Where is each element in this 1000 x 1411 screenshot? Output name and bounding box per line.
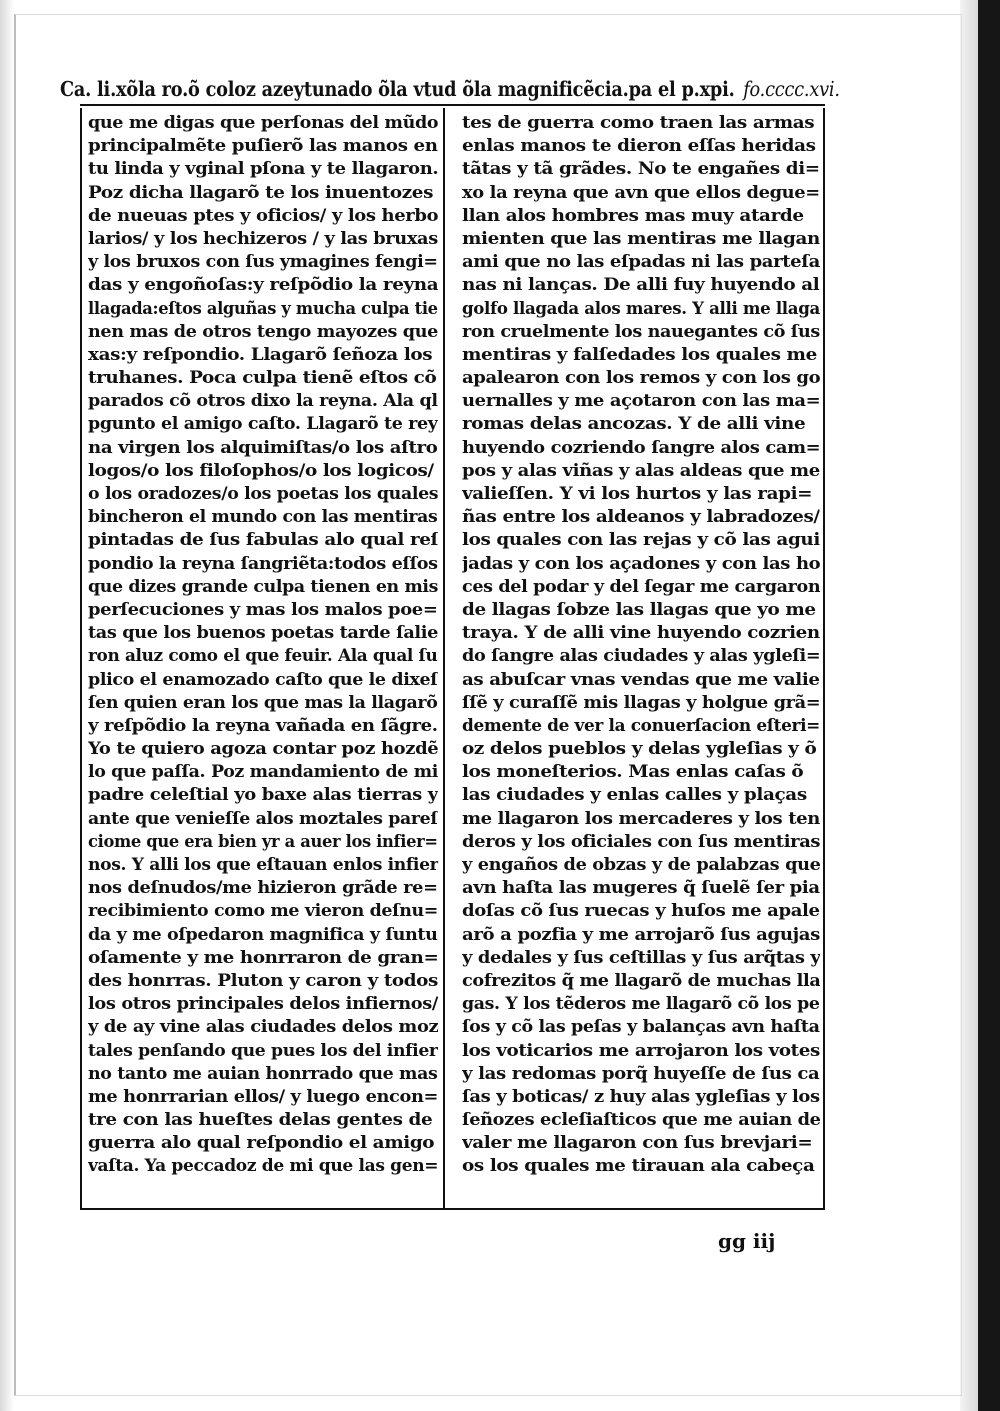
running-head (60, 72, 840, 106)
left-column-line: Yo te quiero agoza contar poz hozdẽ (88, 739, 438, 760)
right-column-line: los quales con las rejas y cõ las agui (462, 530, 820, 551)
left-column-line: tales penſando que pues los del infier (88, 1040, 438, 1061)
right-column-line: arõ a pozfia y me arrojarõ ſus agujas (462, 924, 820, 945)
right-column-line: y dedales y ſus ceſtillas y ſus arq̃tas y (462, 947, 821, 968)
left-column-line: xas:y reſpondio. Llagarõ ſeñoza los (88, 344, 433, 365)
right-column-line: romas delas ancozas. Y de alli vine (462, 414, 806, 435)
left-column-line: guerra alo qual reſpondio el amigo (88, 1133, 435, 1154)
left-column-line: pondio la reyna ſangriẽta:todos eſſos (88, 553, 438, 574)
right-column-line: ſſẽ y curaſſẽ mis llagas y holgue grã= (462, 692, 821, 713)
left-column-line: pintadas de ſus fabulas alo qual reſ (88, 530, 438, 551)
right-column-line: do ſangre alas ciudades y alas ygleſi= (462, 646, 821, 667)
left-column-line: oſamente y me honrraron de gran= (88, 947, 439, 968)
right-column-line: demente de ver la conuerſacion eſteri= (462, 715, 820, 736)
left-column-line: na virgen los alquimiſtas/o los aſtro (88, 437, 438, 458)
right-column-line: deros y los oficiales con ſus mentiras (462, 831, 821, 852)
left-column-text (88, 112, 438, 1179)
right-column-line: los voticarios me arrojaron los votes (462, 1040, 820, 1061)
right-column-line: traya. Y de alli vine huyendo cozrien (462, 623, 820, 644)
right-column-line: avn haſta las mugeres q̃ ſuelẽ ſer pia (462, 878, 820, 899)
right-column-line: ſos y cõ las peſas y balanças avn haſta (462, 1017, 820, 1038)
right-column-line: ces del podar y del ſegar me cargaron (462, 576, 821, 597)
right-column-line: enlas manos te dieron eſſas heridas (462, 136, 816, 157)
left-column-line: des honrras. Pluton y caron y todos (88, 970, 438, 991)
right-column-line: pos y alas viñas y alas aldeas que me (462, 460, 820, 481)
right-column-line: ron cruelmente los nauegantes cõ ſus (462, 321, 820, 342)
right-column-line: me llagaron los mercaderes y los ten (462, 808, 820, 829)
right-column-line: de llagas ſobze las llagas que yo me (462, 599, 816, 620)
right-column-line: cofrezitos q̃ me llagarõ de muchas lla (462, 970, 821, 991)
left-column-line: das y engoñoſas:y reſpõdio la reyna (88, 275, 438, 296)
left-column-line: llagada:eſtos alguñas y mucha culpa tie (88, 298, 438, 319)
right-column-line: ſas y boticas/ z huy alas ygleſias y los (462, 1086, 820, 1107)
right-column-text (462, 112, 820, 1179)
left-column-line: padre celeſtial yo baxe alas tierras y (88, 785, 438, 806)
left-column-line: y los bruxos con ſus ymagines fengi= (88, 252, 438, 273)
left-column-line: bincheron el mundo con las mentiras (88, 507, 438, 528)
left-column-line: perſecuciones y mas los malos poe= (88, 599, 438, 620)
right-column-line: y las redomas porq̃ huyeſſe de ſus ca (462, 1063, 820, 1084)
right-column-line: gas. Y los tẽderos me llagarõ cõ los pe (462, 994, 820, 1015)
right-column-line: las ciudades y enlas calles y plaças (462, 785, 807, 806)
left-column-line: larios/ y los hechizeros / y las bruxas (88, 228, 438, 249)
scan-right-shadow (960, 0, 978, 1411)
scan-right-edge (978, 0, 1000, 1411)
right-column-line: os los quales me tirauan ala cabeça (462, 1156, 815, 1177)
right-column-line: tãtas y tã grãdes. No te engañes di= (462, 159, 820, 180)
right-column-line: as abuſcar vnas vendas que me valie (462, 669, 820, 690)
running-head-title: Ca. li.xõla ro.õ coloz azeytunado õla vtud õla magnificẽcia.pa el p.xpi. (60, 77, 735, 101)
folio-number: fo.cccc.xvi. (743, 77, 840, 101)
left-column-line: Poz dicha llagarõ te los inuentozes (88, 182, 434, 203)
left-column-line: ſen quien eran los que mas la llagarõ (88, 692, 438, 713)
right-column-line: los moneſterios. Mas enlas caſas õ (462, 762, 804, 783)
column-bottom-rule (80, 1208, 825, 1210)
right-column-line: oz delos pueblos y delas ygleſias y õ (462, 739, 817, 760)
right-column-line: mentiras y falſedades los quales me (462, 344, 817, 365)
left-column-line: recibimiento como me vieron deſnu= (88, 901, 438, 922)
left-column-line: ron aluz como el que feuir. Ala qual ſu (88, 646, 438, 667)
left-column-line: ciome que era bien yr a auer los infier= (88, 831, 438, 852)
right-column-line: golfo llagada alos mares. Y alli me llaga (462, 298, 820, 319)
right-column-line: doſas cõ ſus ruecas y huſos me apale (462, 901, 820, 922)
left-column-line: me honrrarian ellos/ y luego encon= (88, 1086, 439, 1107)
right-column-line: tes de guerra como traen las armas (462, 113, 815, 133)
left-column-line: que me digas que perſonas del mũdo (88, 113, 438, 133)
right-column-line: y engaños de obzas y de palabzas que (462, 855, 821, 875)
left-column-line: logos/o los filoſophos/o los logicos/ (88, 460, 434, 481)
left-column-line: parados cõ otros dixo la reyna. Ala ql (88, 391, 438, 412)
right-column-line: valer me llagaron con ſus brevjari= (462, 1133, 813, 1154)
right-column-line: mienten que las mentiras me llagan (462, 228, 820, 249)
right-column-line: uernalles y me açotaron con las ma= (462, 391, 820, 412)
left-column-line: nos deſnudos/me hizieron grãde re= (88, 878, 438, 899)
signature-mark: gg iij (718, 1229, 776, 1253)
right-column-line: apalearon con los remos y con los go (462, 368, 820, 389)
right-column-line: llan alos hombres mas muy atarde (462, 205, 804, 226)
left-column-line: tre con las hueſtes delas gentes de (88, 1110, 433, 1131)
left-column-line: vaſta. Ya peccadoz de mi que las gen= (88, 1156, 439, 1177)
left-column-line: da y me oſpedaron magnifica y ſuntu (88, 924, 438, 945)
right-column-line: valieſſen. Y vi los hurtos y las rapi= (462, 484, 813, 504)
left-column-line: de nueuas ptes y oficios/ y los herbo (88, 205, 438, 226)
left-column-line: nen mas de otros tengo mayozes que (88, 321, 438, 342)
left-column-line: tas que los buenos poetas tarde ſalie (88, 623, 438, 644)
left-column-line: ante que venieſſe alos moztales pareſ (88, 808, 438, 829)
right-column-line: jadas y con los açadones y con las ho (462, 553, 820, 574)
left-column-line: principalmẽte puſierõ las manos en (88, 136, 438, 157)
left-column-line: plico el enamozado caſto que le dixeſ (88, 669, 438, 690)
left-column-line: y reſpõdio la reyna vañada en ſãgre. (88, 715, 438, 736)
right-column-line: huyendo cozriendo ſangre alos cam= (462, 437, 821, 458)
head-rule (80, 104, 825, 106)
right-column-line: xo la reyna que avn que ellos degue= (462, 182, 820, 203)
left-column-line: tu linda y vginal pſona y te llagaron. (88, 159, 438, 180)
right-column-line: ñas entre los aldeanos y labradozes/ (462, 507, 820, 528)
left-column-line: pgunto el amigo caſto. Llagarõ te rey (88, 414, 438, 435)
scan-left-shadow (0, 0, 14, 1411)
left-column-line: los otros principales delos infiernos/ (88, 994, 439, 1015)
left-column-line: lo que paſſa. Poz mandamiento de mi (88, 762, 438, 783)
left-column-line: que dizes grande culpa tienen en mis (88, 576, 438, 597)
left-column-line: y de ay vine alas ciudades delos moz (88, 1017, 438, 1038)
right-column-line: nas ni lanças. De alli fuy huyendo al (462, 275, 820, 296)
left-column-line: o los oradozes/o los poetas los quales (88, 484, 438, 504)
right-column-line: ami que no las eſpadas ni las parteſa (462, 252, 820, 273)
right-column-line: ſeñozes ecleſiaſticos que me auian de (462, 1110, 821, 1131)
left-column-line: truhanes. Poca culpa tienẽ eſtos cõ (88, 368, 437, 389)
left-column-line: no tanto me auian honrrado que mas (88, 1063, 438, 1084)
left-column-line: nos. Y alli los que eſtauan enlos infier (88, 855, 439, 875)
